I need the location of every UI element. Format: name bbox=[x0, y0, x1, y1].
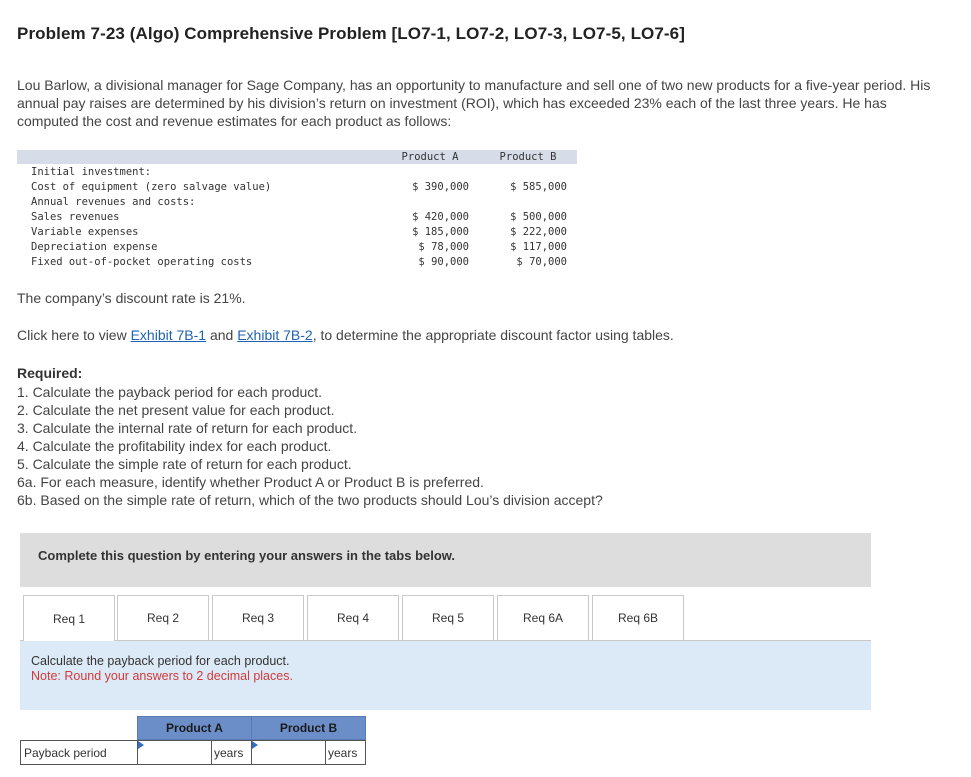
unit-years-a: years bbox=[211, 740, 252, 765]
col-product-b: Product B bbox=[499, 151, 557, 163]
required-item: 1. Calculate the payback period for each product. bbox=[17, 384, 323, 400]
val-b-depreciation: $ 117,000 bbox=[510, 241, 567, 253]
row-label-equipment: Cost of equipment (zero salvage value) bbox=[31, 181, 272, 193]
input-marker-icon bbox=[138, 741, 144, 749]
exhibit-7b2-link[interactable]: Exhibit 7B-2 bbox=[237, 327, 313, 343]
unit-years-b: years bbox=[325, 740, 366, 765]
tab-req-4[interactable]: Req 4 bbox=[307, 595, 399, 641]
panel-instruction: Calculate the payback period for each product. bbox=[31, 654, 290, 668]
required-item: 2. Calculate the net present value for each product. bbox=[17, 402, 335, 418]
payback-period-product-a-input[interactable] bbox=[138, 741, 211, 764]
row-label-annual: Annual revenues and costs: bbox=[31, 196, 196, 208]
required-item: 5. Calculate the simple rate of return for each product. bbox=[17, 456, 352, 472]
val-b-fixed: $ 70,000 bbox=[516, 256, 567, 268]
complete-banner-text: Complete this question by entering your answers in the tabs below. bbox=[38, 548, 456, 563]
required-item: 6a. For each measure, identify whether Product A or Product B is preferred. bbox=[17, 474, 484, 490]
exhibit-7b1-link[interactable]: Exhibit 7B-1 bbox=[130, 327, 207, 343]
row-label-fixed: Fixed out-of-pocket operating costs bbox=[31, 256, 253, 268]
payback-b-cell bbox=[251, 740, 326, 765]
tab-req-6b[interactable]: Req 6B bbox=[592, 595, 684, 641]
row-label-depreciation: Depreciation expense bbox=[31, 241, 158, 253]
tab-req-5[interactable]: Req 5 bbox=[402, 595, 494, 641]
payback-period-label: Payback period bbox=[20, 740, 138, 765]
exhibit-sentence bbox=[17, 327, 674, 343]
payback-a-cell bbox=[137, 740, 212, 765]
tab-req-6a[interactable]: Req 6A bbox=[497, 595, 589, 641]
val-b-sales: $ 500,000 bbox=[510, 211, 567, 223]
required-item: 6b. Based on the simple rate of return, which of the two products should Lou’s division accept? bbox=[17, 492, 603, 508]
complete-banner bbox=[20, 533, 871, 587]
answer-head-product-a: Product A bbox=[137, 716, 252, 740]
required-title: Required: bbox=[17, 365, 83, 381]
discount-rate-text: The company’s discount rate is 21%. bbox=[17, 290, 246, 306]
row-label-initial: Initial investment: bbox=[31, 166, 152, 178]
exhibit-and: and bbox=[206, 327, 238, 343]
exhibit-suffix: , to determine the appropriate discount factor using tables. bbox=[312, 327, 674, 343]
required-item: 3. Calculate the internal rate of return for each product. bbox=[17, 420, 358, 436]
val-a-variable: $ 185,000 bbox=[412, 226, 469, 238]
tab-req-2[interactable]: Req 2 bbox=[117, 595, 209, 641]
input-marker-icon bbox=[252, 741, 258, 749]
val-a-depreciation: $ 78,000 bbox=[418, 241, 469, 253]
val-a-sales: $ 420,000 bbox=[412, 211, 469, 223]
col-product-a: Product A bbox=[401, 151, 459, 163]
val-b-equipment: $ 585,000 bbox=[510, 181, 567, 193]
row-label-variable: Variable expenses bbox=[31, 226, 139, 238]
problem-intro: Lou Barlow, a divisional manager for Sage Company, has an opportunity to manufacture and sell one of two new products for a five-year period. His annual pay raises are determined by his division’s return on investment (ROI), which has exceeded 23% each of the last three years. He has computed the cost and revenue estimates for each product as follows: bbox=[17, 77, 931, 129]
instruction-panel bbox=[20, 641, 871, 710]
required-item: 4. Calculate the profitability index for each product. bbox=[17, 438, 332, 454]
val-b-variable: $ 222,000 bbox=[510, 226, 567, 238]
panel-note: Note: Round your answers to 2 decimal places. bbox=[31, 669, 293, 683]
exhibit-prefix: Click here to view bbox=[17, 327, 131, 343]
val-a-fixed: $ 90,000 bbox=[418, 256, 469, 268]
tab-req-3[interactable]: Req 3 bbox=[212, 595, 304, 641]
row-label-sales: Sales revenues bbox=[31, 211, 120, 223]
tab-req-1[interactable]: Req 1 bbox=[23, 595, 115, 642]
val-a-equipment: $ 390,000 bbox=[412, 181, 469, 193]
payback-period-product-b-input[interactable] bbox=[252, 741, 325, 764]
problem-title: Problem 7-23 (Algo) Comprehensive Problem [LO7-1, LO7-2, LO7-3, LO7-5, LO7-6] bbox=[17, 24, 686, 43]
answer-head-product-b: Product B bbox=[251, 716, 366, 740]
required-list bbox=[17, 383, 603, 509]
